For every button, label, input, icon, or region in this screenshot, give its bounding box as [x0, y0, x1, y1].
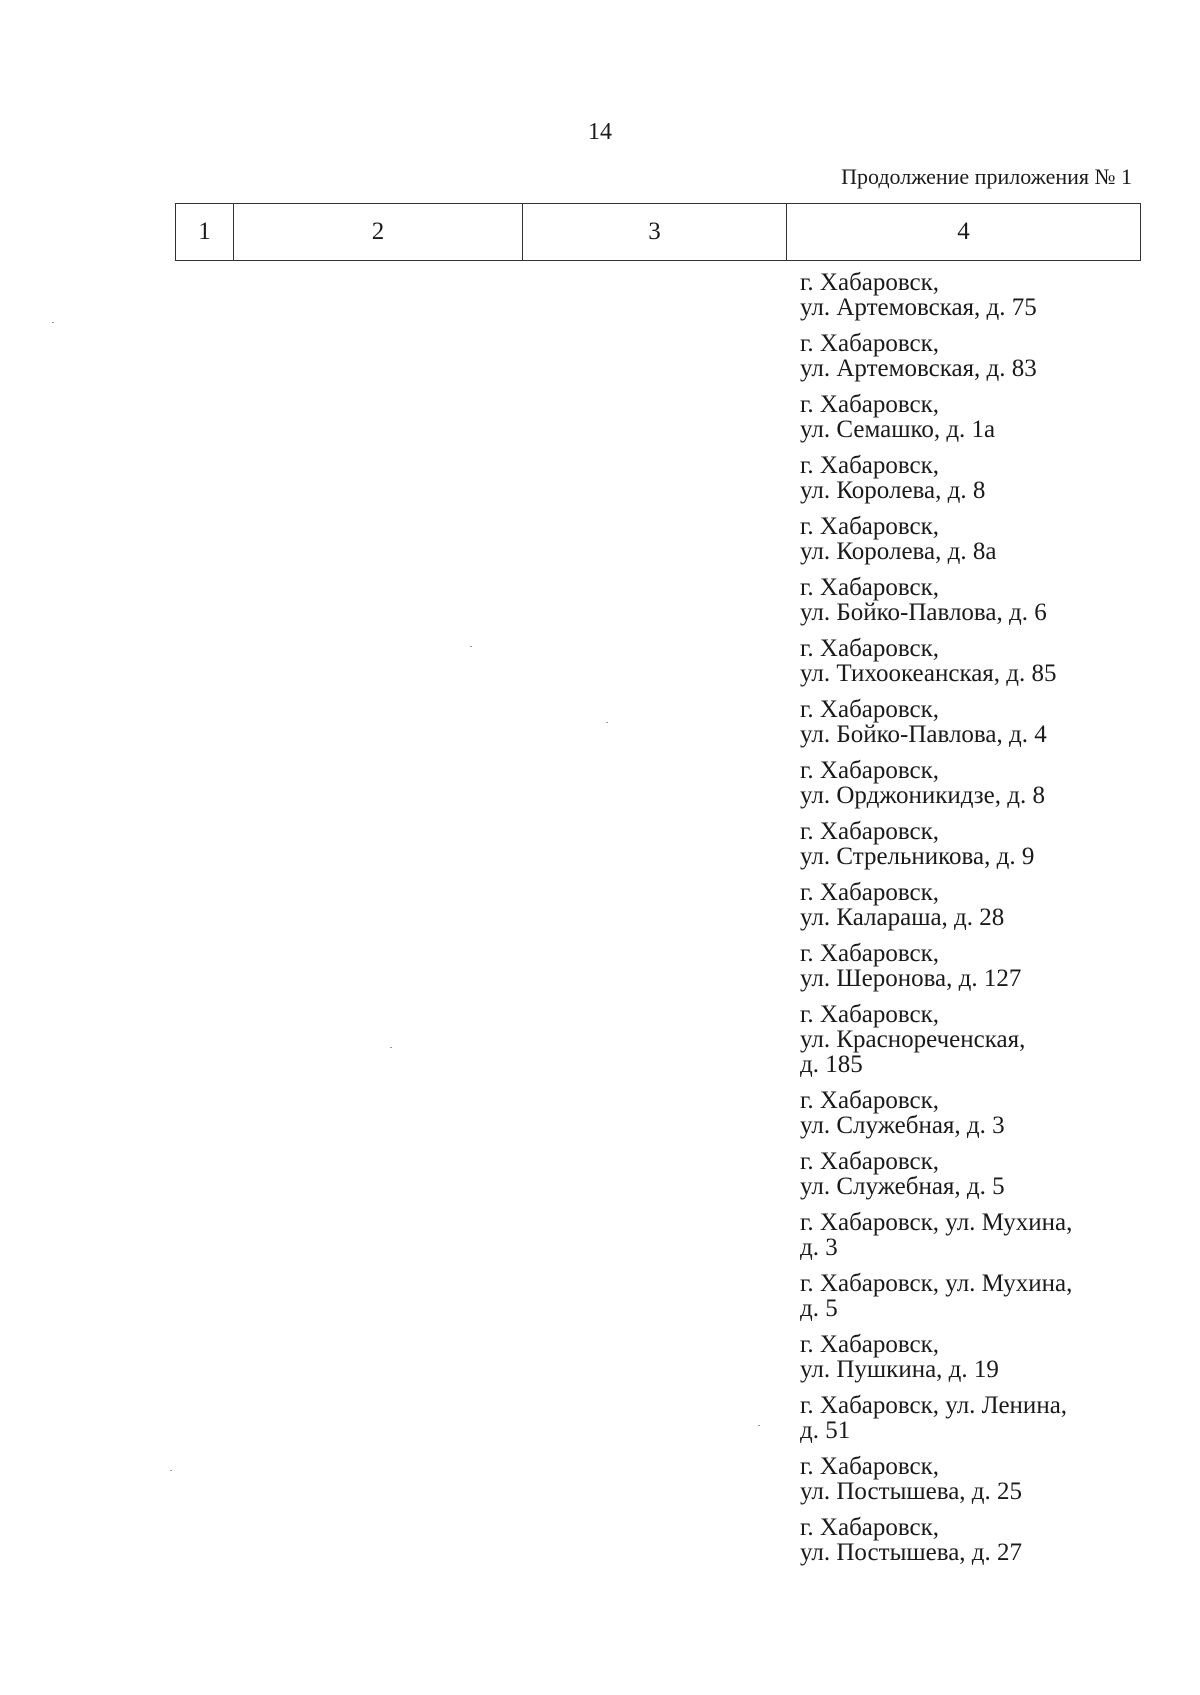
address-item: г. Хабаровск, ул. Постышева, д. 25 — [800, 1453, 1023, 1505]
address-item: г. Хабаровск, ул. Королева, д. 8 — [800, 452, 986, 504]
address-item: г. Хабаровск, ул. Краснореченская, д. 185 — [800, 1001, 1026, 1078]
scan-speck — [606, 722, 608, 723]
column-number-3: 3 — [523, 204, 787, 261]
address-item: г. Хабаровск, ул. Бойко-Павлова, д. 4 — [800, 696, 1047, 748]
appendix-continuation-label: Продолжение приложения № 1 — [841, 164, 1132, 189]
address-item: г. Хабаровск, ул. Королева, д. 8а — [800, 513, 997, 565]
address-item: г. Хабаровск, ул. Тихоокеанская, д. 85 — [800, 635, 1057, 687]
address-item: г. Хабаровск, ул. Пушкина, д. 19 — [800, 1331, 999, 1383]
table-header-row — [176, 204, 1141, 261]
address-item: г. Хабаровск, ул. Стрельникова, д. 9 — [800, 818, 1035, 870]
scan-speck — [758, 1425, 760, 1426]
address-item: г. Хабаровск, ул. Артемовская, д. 83 — [800, 330, 1037, 382]
address-item: г. Хабаровск, ул. Ленина, д. 51 — [800, 1392, 1068, 1444]
table-header — [175, 203, 1141, 261]
address-item: г. Хабаровск, ул. Орджоникидзе, д. 8 — [800, 757, 1045, 809]
column-number-1: 1 — [176, 204, 234, 261]
address-item: г. Хабаровск, ул. Мухина, д. 5 — [800, 1270, 1073, 1322]
address-item: г. Хабаровск, ул. Мухина, д. 3 — [800, 1209, 1073, 1261]
address-item: г. Хабаровск, ул. Постышева, д. 27 — [800, 1514, 1023, 1566]
address-item: г. Хабаровск, ул. Артемовская, д. 75 — [800, 269, 1037, 321]
address-list — [800, 270, 1130, 1576]
scan-speck — [470, 646, 472, 647]
scan-speck — [52, 322, 54, 323]
address-item: г. Хабаровск, ул. Служебная, д. 3 — [800, 1087, 1005, 1139]
scan-speck — [170, 1470, 172, 1471]
address-item: г. Хабаровск, ул. Семашко, д. 1а — [800, 391, 996, 443]
address-item: г. Хабаровск, ул. Шеронова, д. 127 — [800, 940, 1022, 992]
page-number: 14 — [588, 119, 612, 145]
column-number-4: 4 — [787, 204, 1141, 261]
address-item: г. Хабаровск, ул. Бойко-Павлова, д. 6 — [800, 574, 1047, 626]
address-item: г. Хабаровск, ул. Калараша, д. 28 — [800, 879, 1005, 931]
scan-speck — [390, 1047, 392, 1048]
address-item: г. Хабаровск, ул. Служебная, д. 5 — [800, 1148, 1005, 1200]
column-number-2: 2 — [234, 204, 523, 261]
